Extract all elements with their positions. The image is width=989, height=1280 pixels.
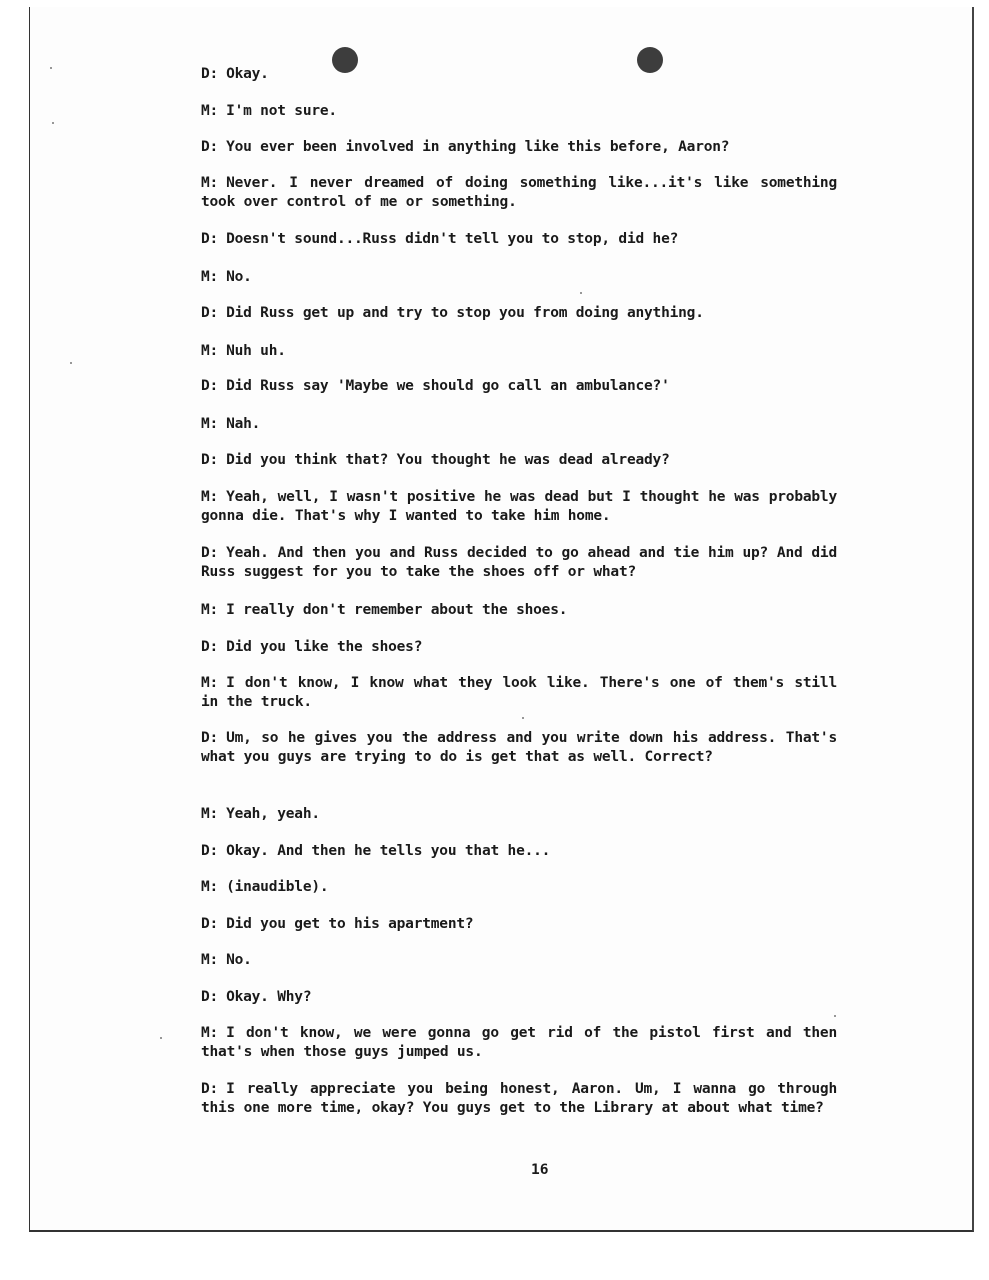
speaker-label: D:	[201, 66, 219, 82]
transcript-line	[201, 451, 837, 470]
speaker-label: M:	[201, 103, 219, 119]
utterance-text: Okay.	[226, 66, 269, 82]
utterance-text: Did you get to his apartment?	[226, 916, 474, 932]
utterance-text: Okay. Why?	[226, 989, 312, 1005]
scan-speck	[522, 717, 524, 719]
speaker-label: M:	[201, 879, 219, 895]
utterance-text: No.	[226, 269, 252, 285]
speaker-label: M:	[201, 489, 219, 505]
scan-speck	[160, 1037, 162, 1039]
utterance-text: Nuh uh.	[226, 343, 286, 359]
utterance-text: Okay. And then he tells you that he...	[226, 843, 551, 859]
page-number: 16	[531, 1162, 549, 1178]
scan-speck	[580, 292, 582, 294]
utterance-text: I don't know, we were gonna go get rid of the pistol first and then that's when those guys jumped us.	[201, 1025, 837, 1060]
speaker-label: D:	[201, 843, 219, 859]
scan-speck	[70, 362, 72, 364]
scan-speck	[834, 1015, 836, 1017]
transcript-line	[201, 601, 837, 620]
utterance-text: Did you like the shoes?	[226, 639, 423, 655]
speaker-label: D:	[201, 1081, 219, 1097]
utterance-text: Yeah, yeah.	[226, 806, 320, 822]
transcript-line	[201, 729, 837, 767]
speaker-label: D:	[201, 916, 219, 932]
transcript-line	[201, 138, 837, 157]
utterance-text: Did you think that? You thought he was dead already?	[226, 452, 670, 468]
speaker-label: D:	[201, 730, 219, 746]
utterance-text: I don't know, I know what they look like. There's one of them's still in the truck.	[201, 675, 837, 710]
speaker-label: D:	[201, 378, 219, 394]
transcript-line	[201, 878, 837, 897]
transcript-line	[201, 842, 837, 861]
transcript-line	[201, 1024, 837, 1062]
speaker-label: M:	[201, 416, 219, 432]
utterance-text: You ever been involved in anything like this before, Aaron?	[226, 139, 730, 155]
utterance-text: Nah.	[226, 416, 261, 432]
transcript-line	[201, 1080, 837, 1118]
utterance-text: No.	[226, 952, 252, 968]
speaker-label: D:	[201, 452, 219, 468]
transcript-line	[201, 544, 837, 582]
transcript-line	[201, 102, 837, 121]
speaker-label: D:	[201, 989, 219, 1005]
speaker-label: D:	[201, 139, 219, 155]
transcript-line	[201, 377, 837, 396]
transcript-line	[201, 638, 837, 657]
speaker-label: D:	[201, 231, 219, 247]
speaker-label: D:	[201, 305, 219, 321]
utterance-text: Did Russ say 'Maybe we should go call an ambulance?'	[226, 378, 670, 394]
speaker-label: M:	[201, 175, 219, 191]
transcript-line	[201, 951, 837, 970]
transcript-line	[201, 342, 837, 361]
transcript-line	[201, 488, 837, 526]
transcript-line	[201, 174, 837, 212]
speaker-label: M:	[201, 1025, 219, 1041]
transcript-line	[201, 268, 837, 287]
speaker-label: M:	[201, 675, 219, 691]
speaker-label: M:	[201, 952, 219, 968]
utterance-text: I really appreciate you being honest, Aaron. Um, I wanna go through this one more time, okay? You guys get to the Library at about what time?	[201, 1081, 837, 1116]
speaker-label: D:	[201, 545, 219, 561]
transcript-line	[201, 65, 837, 84]
utterance-text: I really don't remember about the shoes.	[226, 602, 568, 618]
speaker-label: D:	[201, 639, 219, 655]
scan-speck	[52, 122, 54, 124]
utterance-text: Never. I never dreamed of doing something like...it's like something took over control of me or something.	[201, 175, 837, 210]
transcript-line	[201, 304, 837, 323]
speaker-label: M:	[201, 806, 219, 822]
transcript-line	[201, 230, 837, 249]
utterance-text: Doesn't sound...Russ didn't tell you to stop, did he?	[226, 231, 679, 247]
scan-speck	[50, 67, 52, 69]
speaker-label: M:	[201, 343, 219, 359]
utterance-text: Yeah, well, I wasn't positive he was dead but I thought he was probably gonna die. That's why I wanted to take him home.	[201, 489, 837, 524]
utterance-text: Did Russ get up and try to stop you from doing anything.	[226, 305, 704, 321]
speaker-label: M:	[201, 269, 219, 285]
transcript-line	[201, 915, 837, 934]
transcript-line	[201, 674, 837, 712]
transcript-line	[201, 988, 837, 1007]
transcript-line	[201, 805, 837, 824]
utterance-text: I'm not sure.	[226, 103, 337, 119]
transcript-line	[201, 415, 837, 434]
utterance-text: (inaudible).	[226, 879, 329, 895]
utterance-text: Yeah. And then you and Russ decided to go ahead and tie him up? And did Russ suggest for you to take the shoes off or what?	[201, 545, 837, 580]
utterance-text: Um, so he gives you the address and you write down his address. That's what you guys are trying to do is get that as well. Correct?	[201, 730, 837, 765]
speaker-label: M:	[201, 602, 219, 618]
